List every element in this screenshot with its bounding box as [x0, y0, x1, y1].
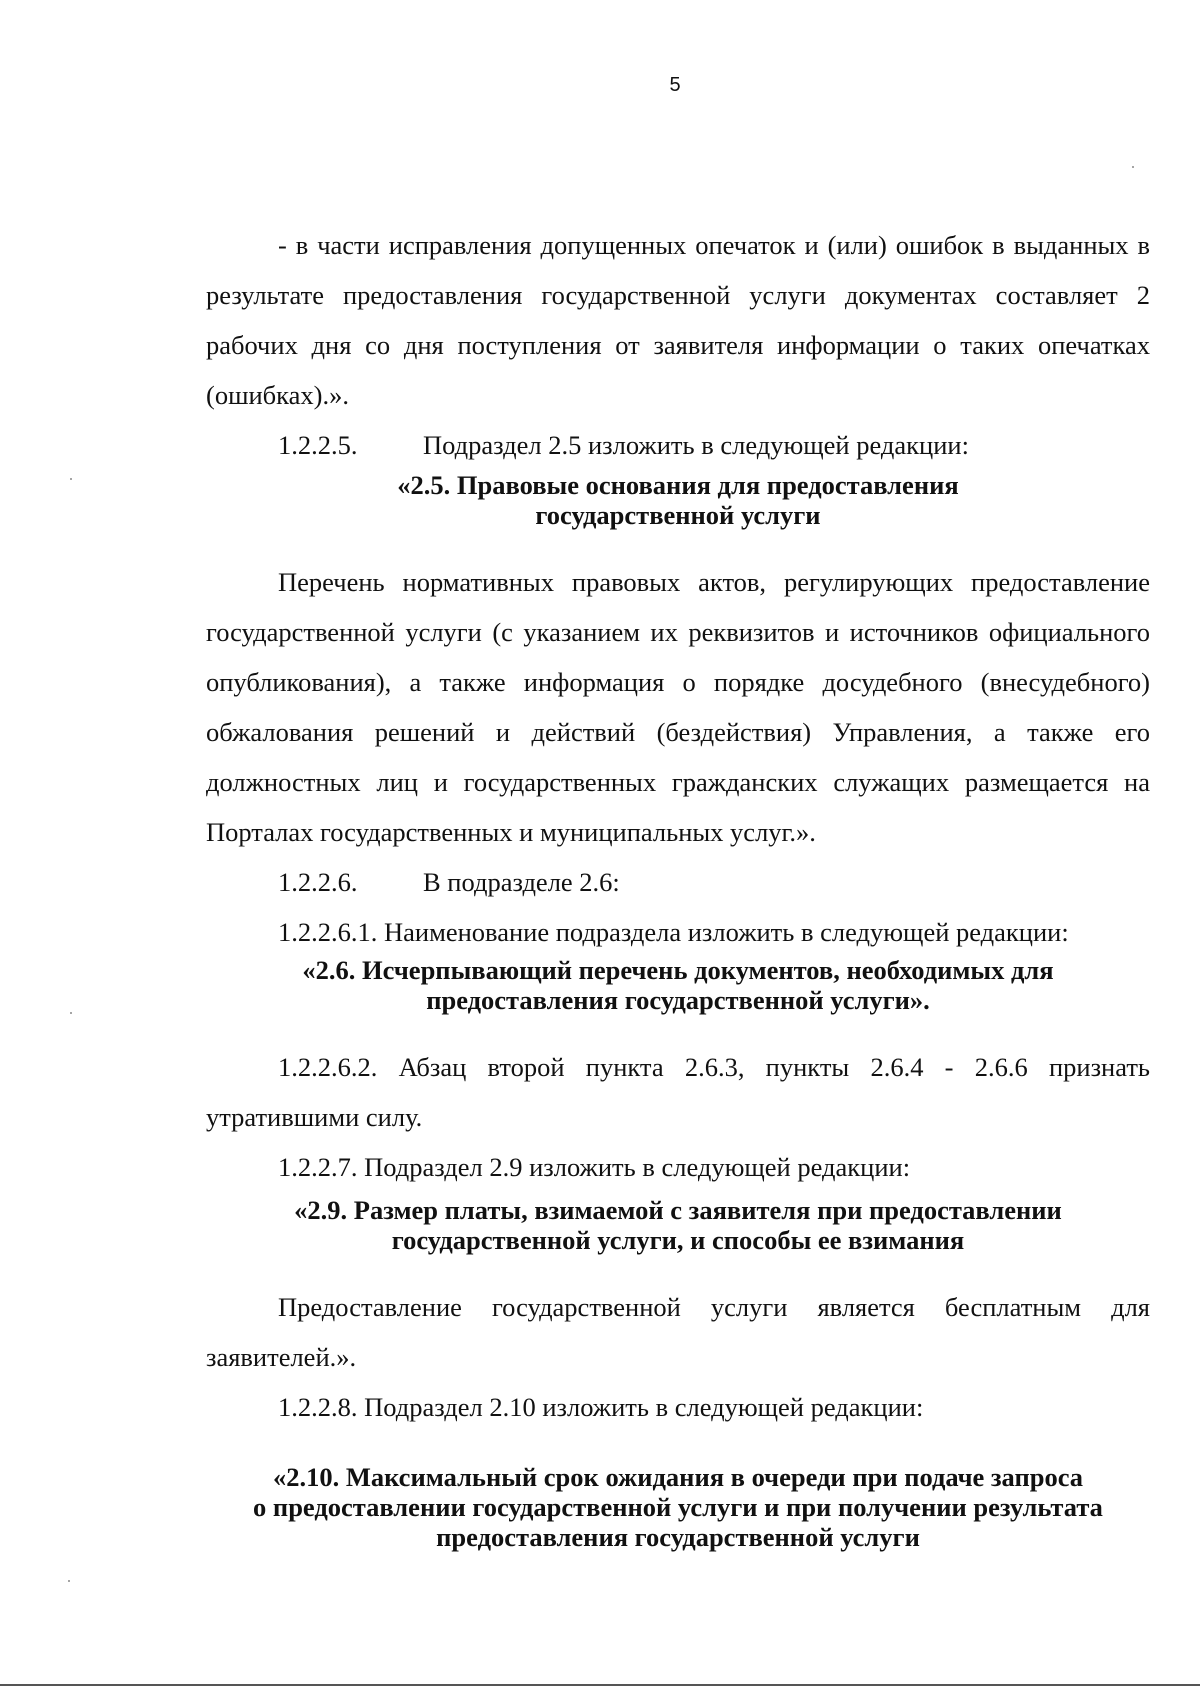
heading-line: государственной услуги: [535, 500, 821, 530]
item-text: В подразделе 2.6:: [423, 867, 620, 897]
item-number: 1.2.2.6.: [278, 867, 358, 897]
heading-line: предоставления государственной услуги: [436, 1522, 920, 1552]
paragraph-free-service: Предоставление государственной услуги является бесплатным для заявителей.».: [206, 1292, 1150, 1372]
item-1-2-2-6-1: 1.2.2.6.1. Наименование подраздела изложить в следующей редакции:: [278, 917, 1069, 947]
heading-line: «2.9. Размер платы, взимаемой с заявителя при предоставлении: [294, 1195, 1062, 1225]
item-1-2-2-5: [206, 420, 1150, 470]
paragraph-deadline-corrections: - в части исправления допущенных опечаток и (или) ошибок в выданных в результате предоставления государственной услуги документах составляет 2 рабочих дня со дня поступления от заявителя информации о таких опечатках (ошибках).».: [206, 230, 1150, 410]
item-number: 1.2.2.5.: [278, 430, 358, 460]
heading-line: предоставления государственной услуги».: [426, 985, 930, 1015]
heading-line: о предоставлении государственной услуги и при получении результата: [253, 1492, 1103, 1522]
paragraph-legal-acts: Перечень нормативных правовых актов, регулирующих предоставление государственной услуги (с указанием их реквизитов и источников официального опубликования), а также информация о порядке досудебного (внесудебного) обжалования решений и действий (бездействия) Управления, а также его должностных лиц и государственных гражданских служащих размещается на Порталах государственных и муниципальных услуг.».: [206, 567, 1150, 847]
body-block-2: [206, 557, 1150, 957]
heading-2-5: [206, 470, 1150, 530]
heading-2-6: [206, 955, 1150, 1015]
item-1-2-2-7: 1.2.2.7. Подраздел 2.9 изложить в следующей редакции:: [278, 1152, 911, 1182]
scan-speck: [70, 1012, 72, 1014]
page-number: 5: [669, 74, 681, 96]
scan-speck: [68, 1580, 70, 1582]
heading-line: «2.10. Максимальный срок ожидания в очереди при подаче запроса: [272, 1462, 1084, 1492]
item-text: Подраздел 2.5 изложить в следующей редакции:: [423, 430, 969, 460]
scan-speck: [1132, 166, 1134, 168]
body-block-3: [206, 1042, 1150, 1192]
heading-line: государственной услуги, и способы ее взимания: [391, 1225, 965, 1255]
paragraph-repeal: 1.2.2.6.2. Абзац второй пункта 2.6.3, пункты 2.6.4 - 2.6.6 признать утратившими силу.: [206, 1052, 1150, 1132]
heading-line: «2.5. Правовые основания для предоставления: [397, 470, 959, 500]
heading-line: «2.6. Исчерпывающий перечень документов, необходимых для: [302, 955, 1054, 985]
item-1-2-2-6: [206, 857, 1150, 907]
body-block-4: [206, 1282, 1150, 1432]
item-1-2-2-8: 1.2.2.8. Подраздел 2.10 изложить в следующей редакции:: [278, 1392, 924, 1422]
scan-edge-line: [0, 1684, 1200, 1686]
body-block-1: [206, 220, 1150, 470]
heading-2-9: [206, 1195, 1150, 1255]
scan-speck: [70, 478, 72, 480]
heading-2-10: [206, 1462, 1150, 1552]
